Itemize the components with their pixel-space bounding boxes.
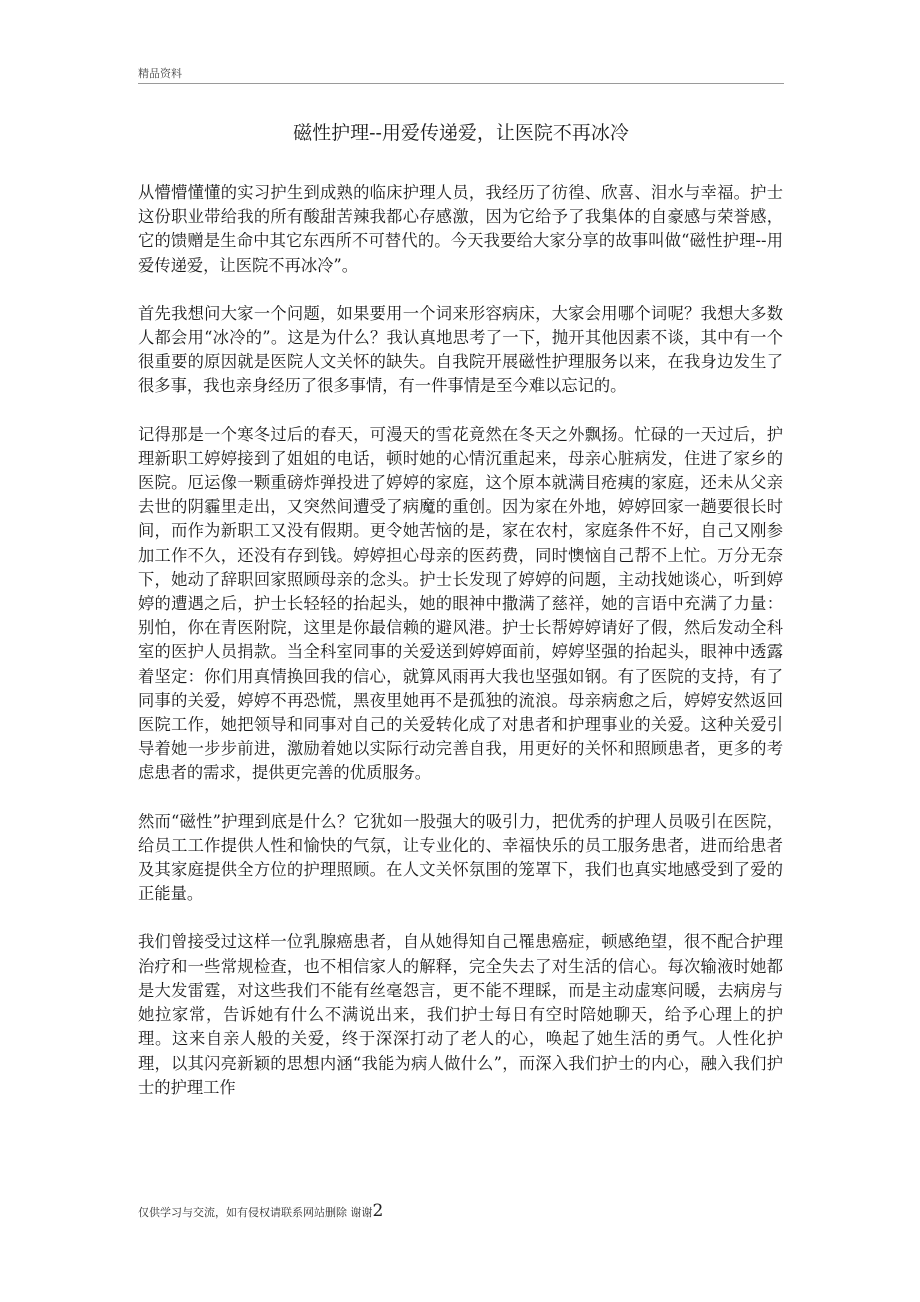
page-footer [138,1201,383,1221]
page-header [138,63,784,84]
page-number: 2 [372,1201,384,1221]
paragraph-4: 然而“磁性”护理到底是什么？它犹如一股强大的吸引力，把优秀的护理人员吸引在医院，给员工工作提供人性和愉快的气氛，让专业化的、幸福快乐的员工服务患者，进而给患者及其家庭提供全方位的护理照顾。在人文关怀氛围的笼罩下，我们也真实地感受到了爱的正能量。 [138,811,783,904]
paragraph-5: 我们曾接受过这样一位乳腺癌患者，自从她得知自己罹患癌症，顿感绝望，很不配合护理治疗和一些常规检查，也不相信家人的解释，完全失去了对生活的信心。每次输液时她都是大发雷霆，对这些我们不能有丝毫怨言，更不能不理睬，而是主动虚寒问暖，去病房与她拉家常，告诉她有什么不满说出来，我们护士每日有空时陪她聊天，给予心理上的护理。这来自亲人般的关爱，终于深深打动了老人的心，唤起了她生活的勇气。人性化护理，以其闪亮新颖的思想内涵“我能为病人做什么”，而深入我们护士的内心，融入我们护士的护理工作 [138,932,783,1097]
paragraph-1: 从懵懵懂懂的实习护生到成熟的临床护理人员，我经历了彷徨、欣喜、泪水与幸福。护士这份职业带给我的所有酸甜苦辣我都心存感激，因为它给予了我集体的自豪感与荣誉感，它的馈赠是生命中其它东西所不可替代的。今天我要给大家分享的故事叫做“磁性护理--用爱传递爱，让医院不再冰冷”。 [138,183,783,275]
footer-note: 仅供学习与交流，如有侵权请联系网站删除 谢谢 [138,1206,373,1219]
paragraph-2: 首先我想问大家一个问题，如果要用一个词来形容病床，大家会用哪个词呢？我想大多数人都会用“冰冷的”。这是为什么？我认真地思考了一下，抛开其他因素不谈，其中有一个很重要的原因就是医院人文关怀的缺失。自我院开展磁性护理服务以来，在我身边发生了很多事，我也亲身经历了很多事情，有一件事情是至今难以忘记的。 [138,303,783,396]
header-label: 精品资料 [138,67,182,80]
document-body [138,181,783,1124]
paragraph-3: 记得那是一个寒冬过后的春天，可漫天的雪花竟然在冬天之外飘扬。忙碌的一天过后，护理新职工婷婷接到了姐姐的电话，顿时她的心情沉重起来，母亲心脏病发，住进了家乡的医院。厄运像一颗重磅炸弹投进了婷婷的家庭，这个原本就满目疮痍的家庭，还未从父亲去世的阴霾里走出，又突然间遭受了病魔的重创。因为家在外地，婷婷回家一趟要很长时间，而作为新职工又没有假期。更令她苦恼的是，家在农村，家庭条件不好，自己又刚参加工作不久，还没有存到钱。婷婷担心母亲的医药费，同时懊恼自己帮不上忙。万分无奈下，她动了辞职回家照顾母亲的念头。护士长发现了婷婷的问题，主动找她谈心，听到婷婷的遭遇之后，护士长轻轻的抬起头，她的眼神中撒满了慈祥，她的言语中充满了力量：别怕，你在青医附院，这里是你最信赖的避风港。护士长帮婷婷请好了假，然后发动全科室的医护人员捐款。当全科室同事的关爱送到婷婷面前，婷婷坚强的抬起头，眼神中透露着坚定：你们用真情换回我的信心，就算风雨再大我也坚强如钢。有了医院的支持，有了同事的关爱，婷婷不再恐慌，黑夜里她再不是孤独的流浪。母亲病愈之后，婷婷安然返回医院工作，她把领导和同事对自己的关爱转化成了对患者和护理事业的关爱。这种关爱引导着她一步步前进，激励着她以实际行动完善自我，用更好的关怀和照顾患者，更多的考虑患者的需求，提供更完善的优质服务。 [138,424,783,783]
document-title: 磁性护理--用爱传递爱，让医院不再冰冷 [293,122,629,144]
